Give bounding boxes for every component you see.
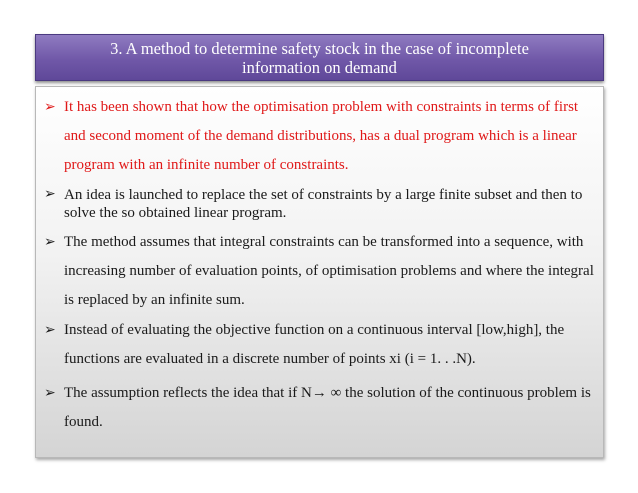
bullet-item-1: [44, 93, 595, 180]
bullet-item-3: [44, 228, 595, 315]
slide-title-line-1: 3. A method to determine safety stock in the case of incomplete: [110, 38, 529, 58]
bullet-item-5: [44, 379, 595, 437]
slide-title-line-2: information on demand: [242, 57, 397, 77]
bullet-text-4: Instead of evaluating the objective function on a continuous interval [low,high], the functions are evaluated in a discrete number of points xi (i = 1. . .N).: [64, 322, 565, 367]
bullet-text-5: The assumption reflects the idea that if N→ ∞ the solution of the continuous problem is found.: [64, 385, 591, 430]
slide-content-panel: [35, 86, 604, 458]
bullet-item-4: [44, 316, 595, 374]
bullet-text-3: The method assumes that integral constraints can be transformed into a sequence, with increasing number of evaluation points, of optimisation problems and where the integral is replaced by an infinite sum.: [64, 234, 594, 308]
arrow-bullet-icon: ➢: [44, 386, 56, 401]
slide-title-banner: [35, 34, 604, 81]
bullet-text-2: An idea is launched to replace the set of constraints by a large finite subset and then to solve the so obtained linear program.: [64, 187, 583, 221]
arrow-bullet-icon: ➢: [44, 323, 56, 338]
arrow-bullet-icon: ➢: [44, 187, 56, 202]
arrow-bullet-icon: ➢: [44, 235, 56, 250]
slide-title: [85, 39, 555, 77]
bullet-text-1: It has been shown that how the optimisation problem with constraints in terms of first and second moment of the demand distributions, has a dual program which is a linear program with an infinite number of constraints.: [64, 99, 579, 173]
arrow-bullet-icon: ➢: [44, 100, 56, 115]
bullet-item-2: [44, 186, 595, 222]
